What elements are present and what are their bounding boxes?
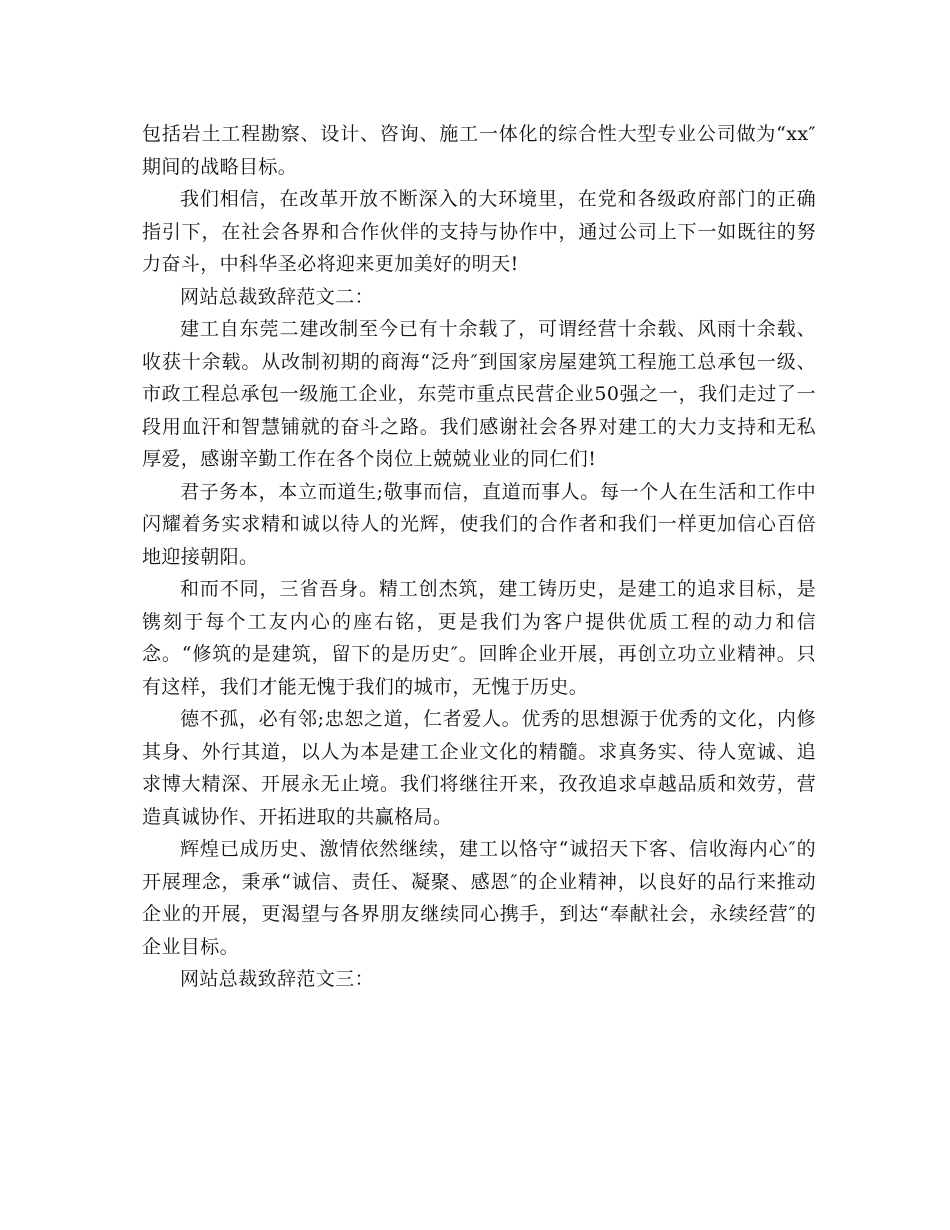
- paragraph: 辉煌已成历史、激情依然继续，建工以恪守“诚招天下客、信收海内心″的开展理念，秉承“诚信、责任、凝聚、感恩″的企业精神，以良好的品行来推动企业的开展，更渴望与各界朋友继续同心携手，到达“奉献社会，永续经营″的企业目标。: [142, 838, 816, 958]
- paragraph: 德不孤，必有邻;忠恕之道，仁者爱人。优秀的思想源于优秀的文化，内修其身、外行其道，以人为本是建工企业文化的精髓。求真务实、待人宽诚、追求博大精深、开展永无止境。我们将继往开来，孜孜追求卓越品质和效劳，营造真诚协作、开拓进取的共赢格局。: [142, 708, 816, 828]
- paragraph-continuation: 包括岩土工程勘察、设计、咨询、施工一体化的综合性大型专业公司做为“xx″期间的战略目标。: [142, 123, 816, 178]
- section-heading: 网站总裁致辞范文二：: [180, 285, 375, 308]
- paragraph: 君子务本，本立而道生;敬事而信，直道而事人。每一个人在生活和工作中闪耀着务实求精和诚以待人的光辉，使我们的合作者和我们一样更加信心百倍地迎接朝阳。: [142, 480, 816, 568]
- paragraph: 建工自东莞二建改制至今已有十余载了，可谓经营十余载、风雨十余载、收获十余载。从改制初期的商海“泛舟″到国家房屋建筑工程施工总承包一级、市政工程总承包一级施工企业，东莞市重点民营企业50强之一，我们走过了一段用血汗和智慧铺就的奋斗之路。我们感谢社会各界对建工的大力支持和无私厚爱，感谢辛勤工作在各个岗位上兢兢业业的同仁们!: [142, 318, 816, 470]
- paragraph: 我们相信，在改革开放不断深入的大环境里，在党和各级政府部门的正确指引下，在社会各界和合作伙伴的支持与协作中，通过公司上下一如既往的努力奋斗，中科华圣必将迎来更加美好的明天!: [142, 188, 816, 275]
- document-body: [142, 118, 816, 996]
- section-heading: 网站总裁致辞范文三：: [180, 968, 375, 990]
- paragraph: 和而不同，三省吾身。精工创杰筑，建工铸历史，是建工的追求目标，是镌刻于每个工友内心的座右铭，更是我们为客户提供优质工程的动力和信念。“修筑的是建筑，留下的是历史″。回眸企业开展，再创立功立业精神。只有这样，我们才能无愧于我们的城市，无愧于历史。: [142, 578, 816, 698]
